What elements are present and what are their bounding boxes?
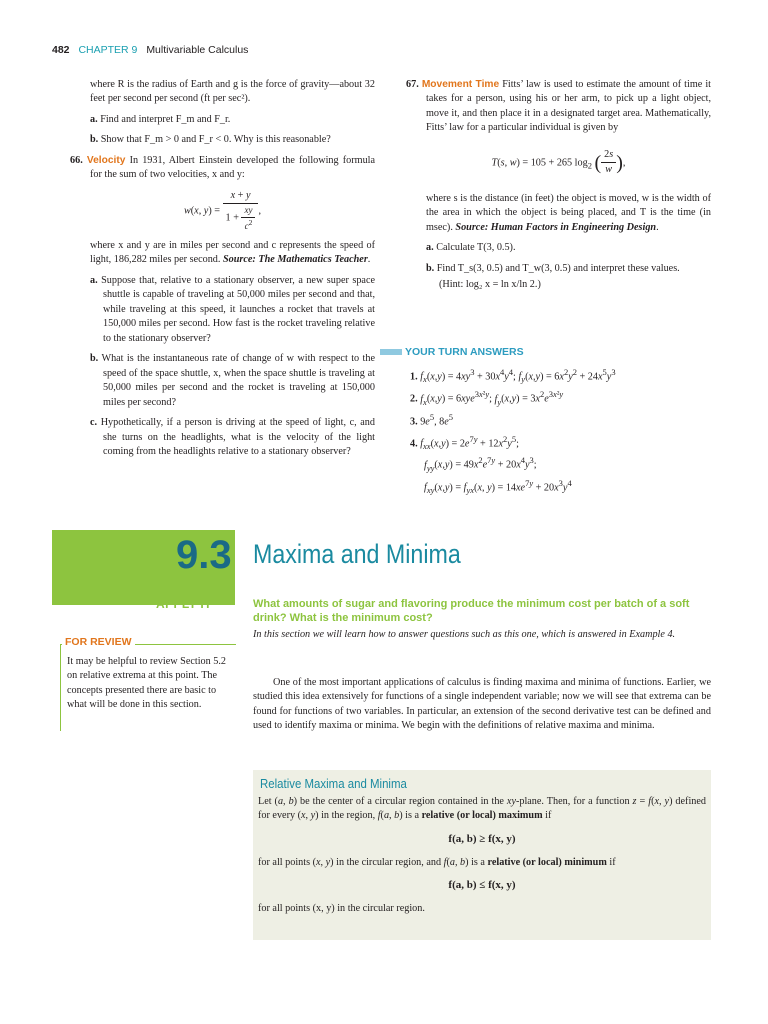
ex67-hint: (Hint: log₂ x = ln x/ln 2.)	[439, 279, 541, 291]
left-column	[70, 78, 375, 466]
apply-it-label: APPLY IT	[156, 597, 212, 611]
your-turn-bar	[380, 349, 402, 355]
ex65-intro: where R is the radius of Earth and g is the force of gravity—about 32 feet per second per second (ft per sec²).	[90, 79, 375, 105]
section-title: Maxima and Minima	[253, 539, 461, 569]
ex67-part-b: b. Find T_s(3, 0.5) and T_w(3, 0.5) and interpret these values.	[426, 262, 680, 274]
definition-body	[258, 795, 706, 916]
definition-end: for all points (x, y) in the circular region.	[258, 902, 425, 914]
velocity-equation: w(x, y) = x + y 1 + $\frac{xy}{c^2}$ ,	[183, 189, 262, 232]
ex67-part-a: a. Calculate T(3, 0.5).	[426, 242, 516, 254]
page-number: 482	[52, 44, 70, 56]
ex66-number: 66.	[70, 154, 83, 166]
ex66-part-a-text: Suppose that, relative to a stationary observer, a new super space shuttle is capable of traveling at 50,000 miles per second and that, while traveling at this speed, it launches a rocket that travels at 150,000 miles per second. How fast is the rocket traveling relative to the stationary observer?	[101, 274, 375, 344]
ex67-number: 67.	[406, 79, 419, 90]
for-review-text: It may be helpful to review Section 5.2 on relative extrema at this point. The concepts presented there are basic to what will be done in this section.	[67, 656, 226, 710]
answer-4-fyy: $f_{yy}(x,y) = 49x^2e^{7y} + 20x^4y^3$;	[424, 455, 537, 473]
answer-2: 2. $f_x(x,y) = 6xye^{3x^2y}$; $f_y(x,y) = 3x^2e^{3x^2y}$	[410, 389, 564, 407]
for-review-label: FOR REVIEW	[62, 635, 135, 650]
ex66-text: In 1931, Albert Einstein developed the following formula for the sum of two velocities, x and y:	[90, 154, 376, 181]
ex67-text: Fitts’ law is used to estimate the amount of time it takes for a person, using his or her arm, to pick up a light object, move it, and then place it in a designated target area. Mathematically, Fitts’ law for a particular individual is given by	[426, 79, 712, 134]
ex66-part-b: b. What is the instantaneous rate of change of w with respect to the speed of the space shuttle, x, when the space shuttle is traveling at 50,000 miles per second and the rocket is traveling at 150,000 miles per second?	[90, 353, 375, 408]
definition-text-max: Let (a, b) be the center of a circular region contained in the xy-plane. Then, for a function z = f(x, y) defined for every (x, y) in the region, f(a, b) is a relative (or local) maximum if	[258, 796, 706, 822]
fitts-equation: T(s, w) = 105 + 265 $\log_2$ ( $\frac{2s}{w}$ ),	[491, 148, 626, 176]
ex67-stem	[406, 78, 711, 136]
ex65-part-a: a. Find and interpret F_m and F_r.	[90, 113, 231, 125]
your-turn-title: YOUR TURN ANSWERS	[405, 346, 524, 358]
ex66-keyword: Velocity	[86, 154, 126, 166]
ex65-part-a-text: Find and interpret F_m and F_r.	[100, 113, 231, 125]
min-inequality: f(a, b) ≤ f(x, y)	[448, 879, 516, 892]
your-turn-header	[380, 345, 524, 360]
ex66-after-eq: where x and y are in miles per second and c represents the speed of light, 186,282 miles per second. Source: The Mathematics Teacher.	[90, 239, 375, 266]
answer-3: 3. $9e^5$, $8e^5$	[410, 411, 454, 428]
your-turn-answers	[410, 365, 710, 499]
section-body: One of the most important applications of calculus is finding maxima and minima of functions. Earlier, we studied this idea extensively for functions of a single independent variable; now we will see that extrema can be found for functions of two variables. In particular, an extension of the second derivative test can be defined and used to identify maxima or minima. We begin with the definitions of relative maxima and minima.	[253, 677, 711, 732]
ex66-after-eq-text: where x and y are in miles per second and c represents the speed of light, 186,282 miles per second.	[90, 239, 375, 266]
answer-4-fxy: $f_{xy}(x,y) = f_{yx}(x$, $y) = 14xe^{7y} + 20x^3y^4$	[424, 477, 572, 496]
page-header	[52, 43, 248, 58]
ex65-part-b: b. Show that F_m > 0 and F_r < 0. Why is this reasonable?	[90, 134, 331, 146]
ex67-keyword: Movement Time	[421, 79, 500, 90]
ex67-part-b-text: Find T_s(3, 0.5) and T_w(3, 0.5) and interpret these values.	[436, 262, 680, 274]
ex66-stem	[70, 154, 375, 183]
ex66-part-a: a. Suppose that, relative to a stationary observer, a new super space shuttle is capable of traveling at 50,000 miles per second and that, while traveling at this speed, it launches a rocket that travels at 150,000 miles per second. How fast is the rocket traveling relative to the stationary observer?	[90, 274, 375, 344]
chapter-title: Multivariable Calculus	[146, 44, 249, 56]
ex67-part-a-text: Calculate T(3, 0.5).	[436, 242, 516, 254]
definition-text-min: for all points (x, y) in the circular region, and f(a, b) is a relative (or local) minimum if	[258, 856, 616, 868]
apply-it-intro: In this section we will learn how to answer questions such as this one, which is answered in Example 4.	[253, 629, 676, 640]
ex66-part-c-text: Hypothetically, if a person is driving at the speed of light, c, and she turns on the headlights, what is the velocity of the light coming from the headlights relative to a stationary observer?	[100, 417, 375, 458]
ex67-source: Source: Human Factors in Engineering Design	[455, 221, 657, 233]
ex65-part-b-text: Show that F_m > 0 and F_r < 0. Why is this reasonable?	[100, 134, 331, 146]
ex66-part-b-text: What is the instantaneous rate of change of w with respect to the speed of the space shuttle, x, when the space shuttle is traveling at 50,000 miles per second and the rocket is traveling at 150,000 miles per second?	[101, 353, 375, 408]
ex67-after-eq: where s is the distance (in feet) the object is moved, w is the width of the area in which the object is being placed, and T is the time (in msec). Source: Human Factors in Engineering Design.	[426, 192, 711, 233]
ex66-part-c: c. Hypothetically, if a person is driving at the speed of light, c, and she turns on the headlights, what is the velocity of the light coming from the headlights relative to a stationary observer?	[90, 417, 375, 458]
section-number: 9.3	[176, 533, 232, 577]
ex66-source: Source: The Mathematics Teacher	[223, 254, 368, 266]
right-column	[406, 78, 711, 299]
ex67-after-eq-text: where s is the distance (in feet) the object is moved, w is the width of the area in which the object is being placed, and T is the time (in msec).	[426, 192, 711, 233]
apply-it-question: What amounts of sugar and flavoring produce the minimum cost per batch of a soft drink? What is the minimum cost?	[253, 598, 690, 625]
chapter-label: CHAPTER 9	[78, 44, 138, 56]
answer-1: 1. $f_x(x,y) = 4xy^3 + 30x^4y^4$; $f_y(x,y) = 6x^2y^2 + 24x^5y^3$	[410, 367, 616, 385]
answer-4: 4. $f_{xx}(x,y) = 2e^{7y} + 12x^2y^5$;	[410, 433, 519, 452]
definition-title: Relative Maxima and Minima	[260, 776, 407, 791]
max-inequality: f(a, b) ≥ f(x, y)	[448, 832, 516, 845]
